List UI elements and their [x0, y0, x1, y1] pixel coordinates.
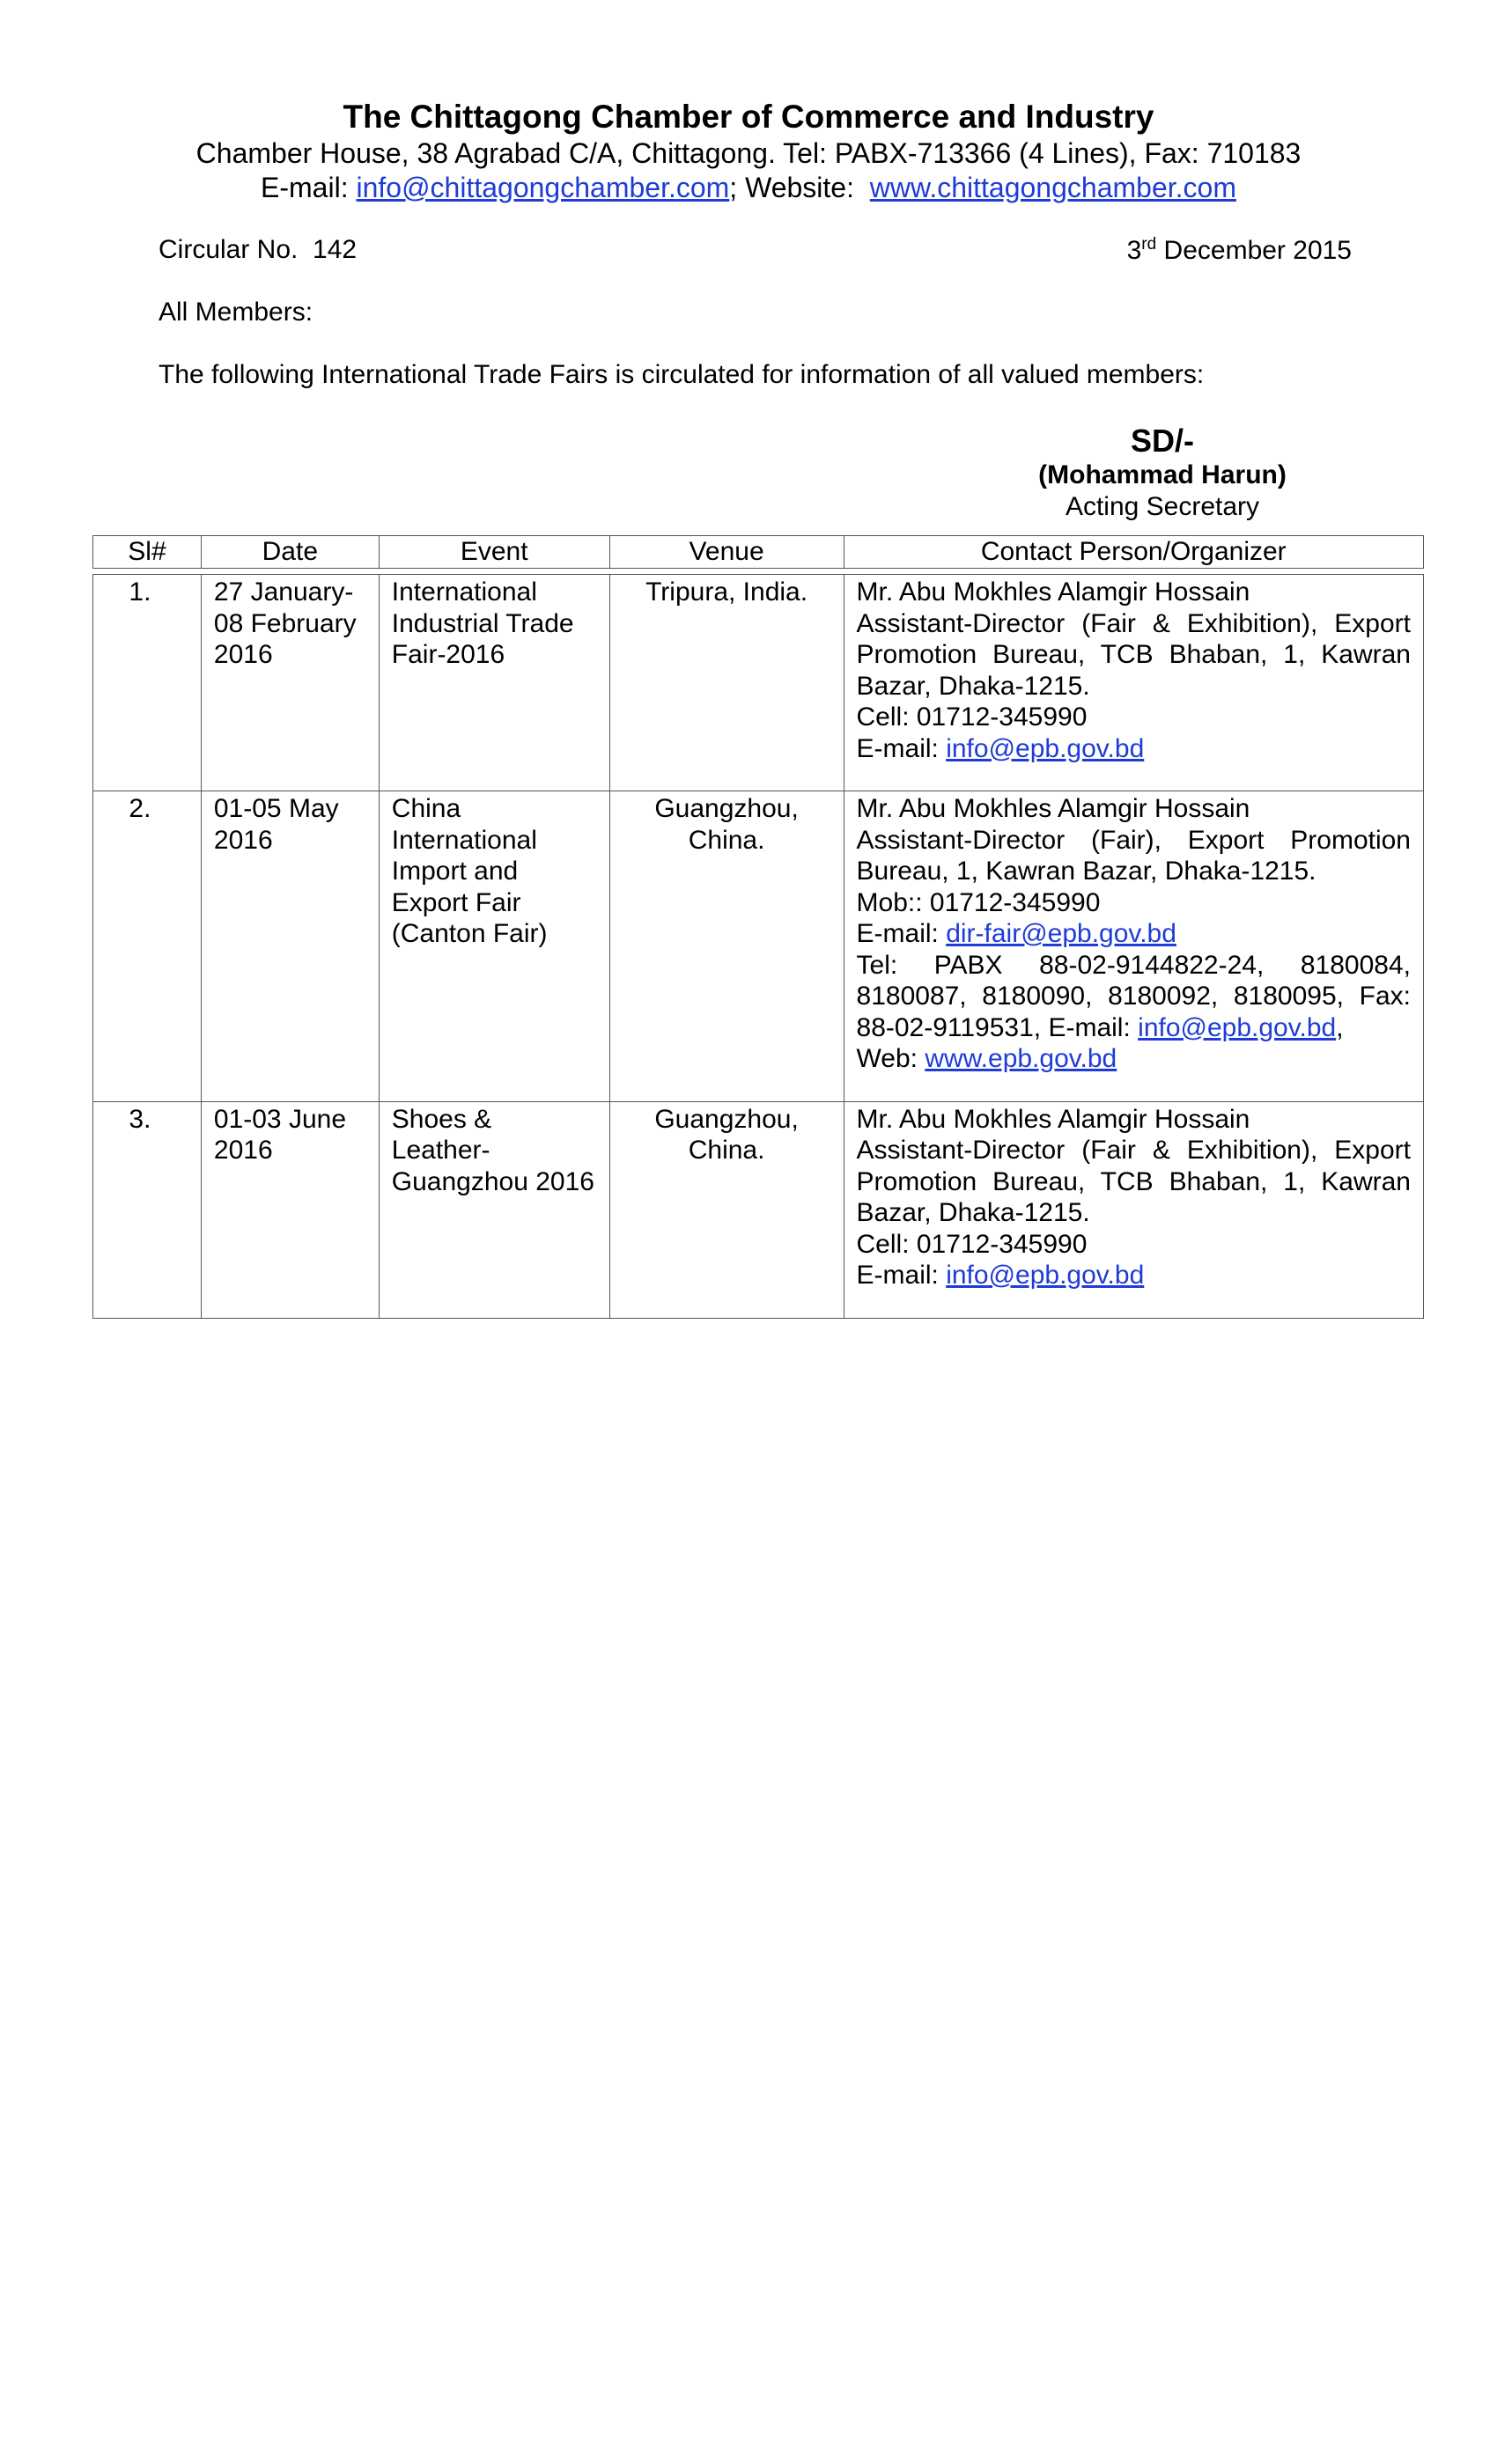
circular-number: Circular No. 142 — [159, 235, 358, 264]
contact-email-line — [857, 918, 1411, 950]
header-event: Event — [379, 536, 609, 569]
intro-text: The following International Trade Fairs is circulated for information of all valued members: — [159, 360, 1205, 389]
contact-email-line — [857, 1260, 1411, 1291]
cell-contact — [844, 575, 1423, 791]
contact-email-line — [857, 733, 1411, 765]
cell-sl: 3. — [93, 1101, 202, 1318]
contact-email-link[interactable]: info@epb.gov.bd — [946, 1261, 1145, 1290]
contact-org: Assistant-Director (Fair & Exhibition), Export Promotion Bureau, TCB Bhaban, 1, Kawran Bazar, Dhaka-1215. — [856, 1136, 1411, 1227]
contact-email-label: E-mail: — [856, 919, 947, 948]
contact-org: Assistant-Director (Fair), Export Promotion Bureau, 1, Kawran Bazar, Dhaka-1215. — [856, 825, 1411, 886]
contact-email-label: E-mail: — [856, 1261, 947, 1290]
cell-event: Shoes & Leather-Guangzhou 2016 — [379, 1101, 609, 1318]
header-venue: Venue — [609, 536, 844, 569]
contact-tel-line: Tel: PABX 88-02-9144822-24, 8180084, 8180087, 8180090, 8180092, 8180095, Fax: 88-02-9119531, E-mail: info@epb.gov.bd, — [856, 950, 1411, 1042]
salutation: All Members: — [159, 298, 313, 327]
header-contact: Contact Person/Organizer — [844, 536, 1423, 569]
cell-date: 27 January-08 February 2016 — [201, 575, 379, 791]
contact-name: Mr. Abu Mokhles Alamgir Hossain — [856, 577, 1250, 607]
cell-venue: Guangzhou, China. — [609, 1101, 844, 1318]
cell-venue: Tripura, India. — [609, 575, 844, 791]
contact-tel-text: Tel: PABX 88-02-9144822-24, 8180084, 8180087, 8180090, 8180092, 8180095, Fax: 88-02-9119531, E-mail: — [856, 950, 1411, 1042]
contact-tel-email-link[interactable]: info@epb.gov.bd — [1138, 1012, 1337, 1042]
contact-name: Mr. Abu Mokhles Alamgir Hossain — [856, 794, 1250, 823]
date-rest: December 2015 — [1156, 236, 1352, 265]
contact-email-link[interactable]: dir-fair@epb.gov.bd — [946, 919, 1176, 948]
table-header-row — [93, 536, 1424, 569]
website-label: ; Website: — [729, 172, 870, 203]
email-label: E-mail: — [261, 172, 357, 203]
cell-sl: 2. — [93, 791, 202, 1102]
contact-name: Mr. Abu Mokhles Alamgir Hossain — [856, 1104, 1250, 1134]
table-row — [93, 575, 1424, 791]
contact-email-label: E-mail: — [856, 733, 947, 763]
cell-contact — [844, 1101, 1423, 1318]
signature-sd: SD/- — [1131, 423, 1194, 459]
table-row — [93, 791, 1424, 1102]
signatory-title: Acting Secretary — [1065, 492, 1260, 521]
org-address: Chamber House, 38 Agrabad C/A, Chittagong. Tel: PABX-713366 (4 Lines), Fax: 710183 — [195, 137, 1302, 169]
header-date: Date — [201, 536, 379, 569]
org-website-link[interactable]: www.chittagongchamber.com — [869, 172, 1236, 203]
circular-date — [1127, 235, 1352, 266]
contact-web-link[interactable]: www.epb.gov.bd — [925, 1044, 1117, 1073]
cell-date: 01-05 May 2016 — [201, 791, 379, 1102]
contact-web-line — [857, 1043, 1411, 1075]
cell-event: International Industrial Trade Fair-2016 — [379, 575, 609, 791]
date-day: 3 — [1126, 236, 1142, 265]
cell-sl: 1. — [93, 575, 202, 791]
cell-date: 01-03 June 2016 — [201, 1101, 379, 1318]
contact-mobile: Mob:: 01712-345990 — [856, 887, 1101, 917]
cell-event: China International Import and Export Fair (Canton Fair) — [379, 791, 609, 1102]
contact-org: Assistant-Director (Fair & Exhibition), Export Promotion Bureau, TCB Bhaban, 1, Kawran Bazar, Dhaka-1215. — [856, 608, 1411, 701]
cell-venue: Guangzhou, China. — [609, 791, 844, 1102]
org-email-link[interactable]: info@chittagongchamber.com — [356, 172, 730, 203]
table-gap — [93, 569, 1424, 575]
table-row — [93, 1101, 1424, 1318]
contact-cell: Cell: 01712-345990 — [856, 1229, 1088, 1259]
contact-email-link[interactable]: info@epb.gov.bd — [946, 733, 1145, 763]
contact-cell: Cell: 01712-345990 — [856, 702, 1088, 732]
trade-fairs-table — [92, 535, 1424, 1319]
header-sl: Sl# — [93, 536, 202, 569]
signatory-name: (Mohammad Harun) — [1038, 460, 1287, 489]
org-name-heading: The Chittagong Chamber of Commerce and Industry — [343, 99, 1154, 135]
contact-web-label: Web: — [856, 1044, 925, 1073]
cell-contact — [844, 791, 1423, 1102]
org-contact-line — [0, 172, 1497, 204]
date-suffix: rd — [1141, 235, 1157, 254]
